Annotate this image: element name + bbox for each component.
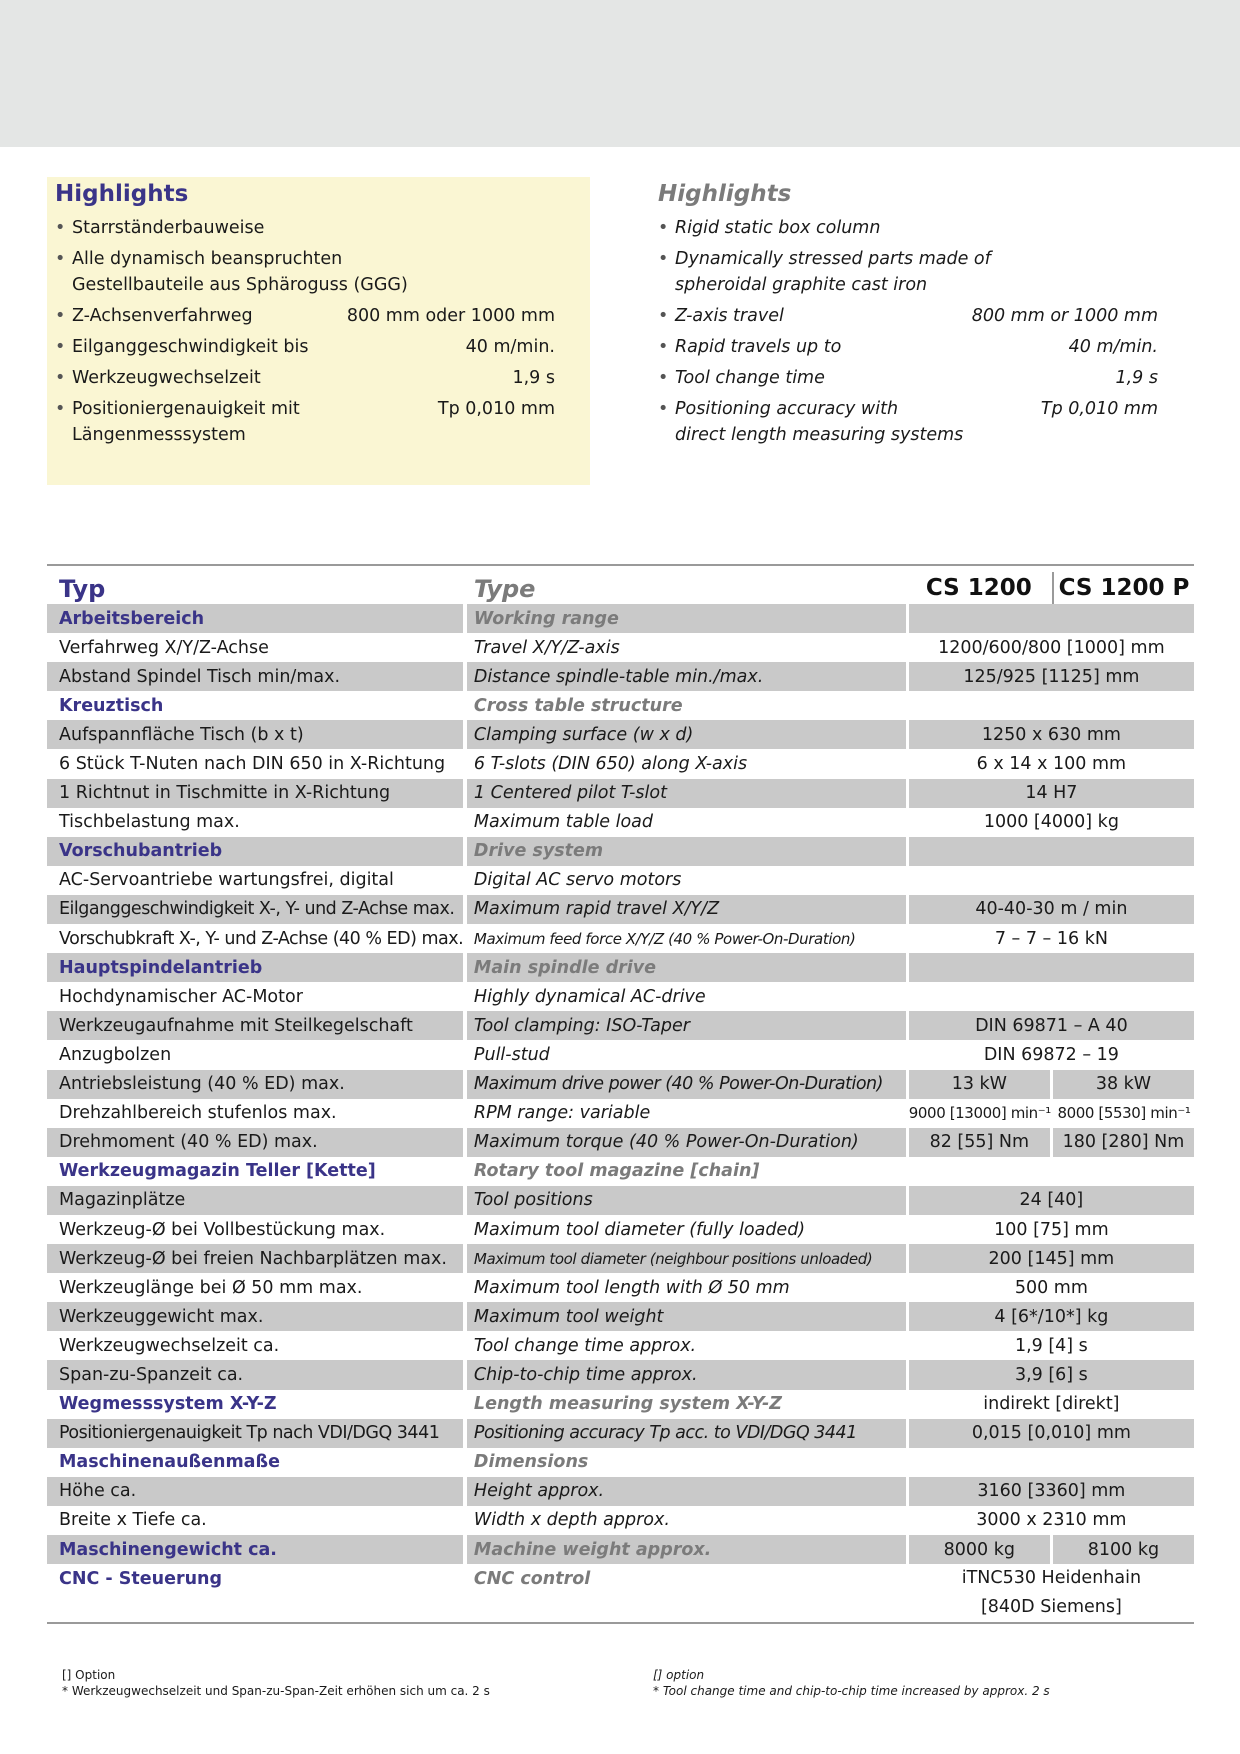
spec-row: [47, 1331, 1194, 1360]
spec-row: [47, 1186, 1194, 1215]
spec-value: 1,9 [4] s: [1014, 1335, 1088, 1356]
highlight-text: Werkzeugwechselzeit: [72, 368, 261, 388]
spec-header-row: [47, 566, 1194, 604]
spec-label-de: Kreuztisch: [59, 695, 164, 716]
spec-value-line2: [840D Siemens]: [980, 1597, 1122, 1618]
highlight-item: [55, 365, 555, 391]
spec-value: 1200/600/800 [1000] mm: [938, 637, 1165, 658]
spec-value-cs1200p: 180 [280] Nm: [1053, 1128, 1194, 1157]
spec-row: [47, 662, 1194, 691]
spec-row: [47, 1244, 1194, 1273]
spec-value-cs1200p: 8000 [5530] min⁻¹: [1057, 1104, 1191, 1123]
spec-label-en: Positioning accuracy Tp acc. to VDI/DGQ 3441: [467, 1419, 906, 1448]
spec-value: 24 [40]: [909, 1186, 1194, 1215]
spec-label-en: Length measuring system X-Y-Z: [473, 1394, 782, 1415]
spec-section-row: [47, 1157, 1194, 1186]
spec-section-row: [47, 691, 1194, 720]
header-models: [909, 566, 1194, 604]
spec-label-de: Breite x Tiefe ca.: [59, 1510, 207, 1531]
spec-label-de: Hochdynamischer AC-Motor: [59, 986, 303, 1007]
highlights-list-de: [55, 215, 555, 453]
spec-label-en: Height approx.: [467, 1477, 906, 1506]
highlight-text-line2: Längenmesssystem: [72, 425, 246, 445]
spec-label-de: CNC - Steuerung: [59, 1568, 223, 1589]
highlight-value: 800 mm oder 1000 mm: [346, 306, 555, 326]
header-type-en: Type: [473, 575, 536, 603]
spec-value: [909, 691, 1194, 720]
spec-row: [47, 1273, 1194, 1302]
spec-label-en: CNC control: [473, 1568, 591, 1589]
spec-value: 7 – 7 – 16 kN: [994, 928, 1108, 949]
spec-label-en: Maximum drive power (40 % Power-On-Duration): [467, 1070, 906, 1099]
spec-label-en: Maximum rapid travel X/Y/Z: [467, 895, 906, 924]
spec-label-de: Arbeitsbereich: [47, 604, 463, 633]
spec-row: [47, 924, 1194, 953]
spec-table: [47, 564, 1194, 1624]
bullet-icon: •: [55, 218, 66, 238]
spec-value: 100 [75] mm: [994, 1219, 1109, 1240]
bullet-icon: •: [55, 337, 66, 357]
highlights-list-en: [658, 215, 1158, 453]
spec-value-cs1200: 8000 kg: [909, 1535, 1050, 1564]
spec-label-en: Main spindle drive: [467, 953, 906, 982]
spec-value: [909, 837, 1194, 866]
highlight-item: [55, 215, 555, 241]
spec-value: 0,015 [0,010] mm: [909, 1419, 1194, 1448]
spec-value: DIN 69872 – 19: [983, 1044, 1119, 1065]
spec-value: [909, 1448, 1194, 1477]
highlights-title-en: Highlights: [658, 181, 792, 207]
top-band: [0, 0, 1240, 147]
spec-row: [47, 808, 1194, 837]
spec-values: [909, 1099, 1194, 1128]
highlight-item: [658, 215, 1158, 241]
highlights-title-de: Highlights: [55, 181, 189, 207]
spec-section-row: [47, 1448, 1194, 1477]
bullet-icon: •: [658, 249, 669, 269]
spec-values: [909, 1535, 1194, 1564]
spec-row: [47, 1011, 1194, 1040]
spec-label-de: Werkzeugmagazin Teller [Kette]: [59, 1161, 376, 1182]
spec-label-en: Maximum tool weight: [467, 1302, 906, 1331]
spec-label-de: Aufspannfläche Tisch (b x t): [47, 720, 463, 749]
footnote-de-option: [] Option: [62, 1668, 116, 1682]
spec-value: 14 H7: [909, 779, 1194, 808]
highlight-text: Eilganggeschwindigkeit bis: [72, 337, 309, 357]
spec-label-de: Maschinengewicht ca.: [47, 1535, 463, 1564]
spec-label-de: Vorschubantrieb: [47, 837, 463, 866]
spec-label-de: Werkzeugaufnahme mit Steilkegelschaft: [47, 1011, 463, 1040]
spec-label-de: Verfahrweg X/Y/Z-Achse: [59, 637, 269, 658]
spec-row: [47, 982, 1194, 1011]
spec-label-de: Drehzahlbereich stufenlos max.: [59, 1103, 337, 1124]
spec-section-row: [47, 837, 1194, 866]
spec-label-en: Distance spindle-table min./max.: [467, 662, 906, 691]
spec-label-de: 1 Richtnut in Tischmitte in X-Richtung: [47, 779, 463, 808]
highlight-text: Positioning accuracy with: [675, 399, 899, 419]
spec-label-de: Werkzeug-Ø bei Vollbestückung max.: [59, 1219, 386, 1240]
spec-value: 1250 x 630 mm: [909, 720, 1194, 749]
highlight-text: Alle dynamisch beanspruchten: [72, 249, 343, 269]
spec-label-en: Rotary tool magazine [chain]: [473, 1161, 760, 1182]
spec-value: 3160 [3360] mm: [909, 1477, 1194, 1506]
spec-label-de: Abstand Spindel Tisch min/max.: [47, 662, 463, 691]
spec-label-en: Machine weight approx.: [467, 1535, 906, 1564]
spec-label-de: Vorschubkraft X-, Y- und Z-Achse (40 % ED) max.: [59, 928, 463, 949]
spec-label-en: Tool positions: [467, 1186, 906, 1215]
highlight-value: 800 mm or 1000 mm: [971, 306, 1158, 326]
highlight-item: [55, 303, 555, 329]
spec-value: DIN 69871 – A 40: [909, 1011, 1194, 1040]
header-model-cs1200p: CS 1200 P: [1052, 572, 1194, 604]
spec-value: [909, 1157, 1194, 1186]
spec-label-de: Span-zu-Spanzeit ca.: [47, 1360, 463, 1389]
spec-value-cs1200: 82 [55] Nm: [909, 1128, 1050, 1157]
spec-label-en: Cross table structure: [473, 695, 683, 716]
spec-value: 200 [145] mm: [909, 1244, 1194, 1273]
highlights-panel-de: [47, 177, 590, 485]
spec-row: [47, 1360, 1194, 1389]
spec-section-row: [47, 1535, 1194, 1564]
spec-label-en: Maximum tool diameter (fully loaded): [473, 1219, 806, 1240]
bullet-icon: •: [658, 218, 669, 238]
spec-row: [47, 1099, 1194, 1128]
spec-label-en: 6 T-slots (DIN 650) along X-axis: [473, 754, 748, 775]
spec-row: [47, 749, 1194, 778]
bullet-icon: •: [55, 249, 66, 269]
spec-row: [47, 720, 1194, 749]
bullet-icon: •: [658, 399, 669, 419]
spec-label-de: Hauptspindelantrieb: [47, 953, 463, 982]
spec-row: [47, 895, 1194, 924]
highlight-text-line2: Gestellbauteile aus Sphäroguss (GGG): [72, 275, 408, 295]
spec-value: 6 x 14 x 100 mm: [976, 754, 1127, 775]
highlight-item: [55, 396, 555, 448]
highlight-item: [658, 334, 1158, 360]
footnote-de-star: * Werkzeugwechselzeit und Span-zu-Span-Zeit erhöhen sich um ca. 2 s: [62, 1684, 490, 1698]
highlight-value: Tp 0,010 mm: [437, 399, 555, 419]
footnote-en-star: * Tool change time and chip-to-chip time increased by approx. 2 s: [653, 1684, 1050, 1698]
spec-row: [47, 1128, 1194, 1157]
spec-section-row: [47, 604, 1194, 633]
highlight-item: [658, 365, 1158, 391]
spec-section-row: [47, 1564, 1194, 1622]
spec-value-line1: iTNC530 Heidenhain: [961, 1568, 1142, 1589]
spec-row: [47, 866, 1194, 895]
spec-label-de: Werkzeug-Ø bei freien Nachbarplätzen max.: [47, 1244, 463, 1273]
spec-label-de: Drehmoment (40 % ED) max.: [47, 1128, 463, 1157]
spec-row: [47, 1506, 1194, 1535]
bullet-icon: •: [55, 368, 66, 388]
spec-section-row: [47, 1390, 1194, 1419]
spec-value: 4 [6*/10*] kg: [909, 1302, 1194, 1331]
spec-label-de: AC-Servoantriebe wartungsfrei, digital: [59, 870, 394, 891]
spec-row: [47, 779, 1194, 808]
highlight-value: Tp 0,010 mm: [1040, 399, 1158, 419]
spec-label-de: Werkzeuglänge bei Ø 50 mm max.: [59, 1277, 363, 1298]
spec-section-row: [47, 953, 1194, 982]
spec-label-en: Pull-stud: [473, 1044, 550, 1065]
spec-label-de: Wegmesssystem X-Y-Z: [59, 1394, 277, 1415]
spec-value: 40-40-30 m / min: [909, 895, 1194, 924]
highlight-value: 40 m/min.: [465, 337, 555, 357]
spec-label-en: RPM range: variable: [473, 1103, 651, 1124]
spec-label-de: Positioniergenauigkeit Tp nach VDI/DGQ 3441: [47, 1419, 463, 1448]
spec-label-en: Digital AC servo motors: [473, 870, 682, 891]
spec-row: [47, 1040, 1194, 1069]
spec-label-en: Clamping surface (w x d): [467, 720, 906, 749]
spec-value-cs1200: 13 kW: [909, 1070, 1050, 1099]
spec-values: [909, 1070, 1194, 1099]
spec-label-en: Tool clamping: ISO-Taper: [467, 1011, 906, 1040]
highlight-value: 40 m/min.: [1068, 337, 1158, 357]
spec-value: 3,9 [6] s: [909, 1360, 1194, 1389]
highlight-text: Starrständerbauweise: [72, 218, 265, 238]
header-type-de: Typ: [59, 575, 106, 603]
highlights-panel-en: [650, 177, 1193, 485]
highlight-item: [658, 396, 1158, 448]
spec-label-de: Tischbelastung max.: [59, 812, 240, 833]
spec-value: [909, 982, 1194, 1011]
bullet-icon: •: [658, 306, 669, 326]
spec-value: 3000 x 2310 mm: [976, 1510, 1127, 1531]
highlight-item: [658, 246, 1158, 298]
spec-label-en: Maximum tool diameter (neighbour positions unloaded): [467, 1244, 906, 1273]
spec-label-en: Travel X/Y/Z-axis: [473, 637, 620, 658]
spec-row: [47, 633, 1194, 662]
footnote-en-option: [] option: [653, 1668, 705, 1682]
spec-label-de: Werkzeuggewicht max.: [47, 1302, 463, 1331]
header-model-cs1200: CS 1200: [925, 575, 1032, 601]
highlight-text: Z-Achsenverfahrweg: [72, 306, 253, 326]
spec-label-en: Maximum tool length with Ø 50 mm: [473, 1277, 790, 1298]
highlight-text: Rapid travels up to: [675, 337, 842, 357]
spec-label-en: Maximum torque (40 % Power-On-Duration): [467, 1128, 906, 1157]
spec-row: [47, 1477, 1194, 1506]
spec-value-cs1200: 9000 [13000] min⁻¹: [908, 1104, 1051, 1123]
spec-row: [47, 1215, 1194, 1244]
highlight-item: [55, 246, 555, 298]
highlight-text-line2: spheroidal graphite cast iron: [675, 275, 928, 295]
spec-row: [47, 1419, 1194, 1448]
spec-label-en: Working range: [467, 604, 906, 633]
spec-label-de: 6 Stück T-Nuten nach DIN 650 in X-Richtung: [59, 754, 446, 775]
spec-label-en: Tool change time approx.: [473, 1335, 697, 1356]
highlight-text: Dynamically stressed parts made of: [675, 249, 991, 269]
spec-value: 1000 [4000] kg: [983, 812, 1119, 833]
highlight-text: Positioniergenauigkeit mit: [72, 399, 300, 419]
highlight-text: Rigid static box column: [675, 218, 881, 238]
bullet-icon: •: [658, 368, 669, 388]
spec-value-cs1200p: 38 kW: [1053, 1070, 1194, 1099]
spec-label-en: Maximum table load: [473, 812, 653, 833]
spec-label-en: Maximum feed force X/Y/Z (40 % Power-On-Duration): [473, 929, 856, 948]
highlight-item: [55, 334, 555, 360]
spec-label-en: Width x depth approx.: [473, 1510, 670, 1531]
highlight-text-line2: direct length measuring systems: [675, 425, 964, 445]
spec-label-de: Werkzeugwechselzeit ca.: [59, 1335, 280, 1356]
spec-value: [909, 1564, 1194, 1622]
bullet-icon: •: [55, 306, 66, 326]
spec-value: 125/925 [1125] mm: [909, 662, 1194, 691]
spec-label-de: Magazinplätze: [47, 1186, 463, 1215]
spec-label-de: Antriebsleistung (40 % ED) max.: [47, 1070, 463, 1099]
spec-label-en: Drive system: [467, 837, 906, 866]
spec-label-en: 1 Centered pilot T-slot: [467, 779, 906, 808]
highlight-value: 1,9 s: [1115, 368, 1158, 388]
highlight-text: Tool change time: [675, 368, 825, 388]
spec-label-en: Highly dynamical AC-drive: [473, 986, 706, 1007]
spec-value: [909, 604, 1194, 633]
spec-row: [47, 1070, 1194, 1099]
bullet-icon: •: [658, 337, 669, 357]
highlight-text: Z-axis travel: [675, 306, 784, 326]
spec-value-cs1200p: 8100 kg: [1053, 1535, 1194, 1564]
spec-label-de: Maschinenaußenmaße: [59, 1452, 280, 1473]
spec-value: 500 mm: [1014, 1277, 1088, 1298]
bullet-icon: •: [55, 399, 66, 419]
spec-row: [47, 1302, 1194, 1331]
spec-value: [909, 866, 1194, 895]
highlight-item: [658, 303, 1158, 329]
highlight-value: 1,9 s: [512, 368, 555, 388]
spec-label-de: Eilganggeschwindigkeit X-, Y- und Z-Achse max.: [47, 895, 463, 924]
spec-values: [909, 1128, 1194, 1157]
footnotes-de: [62, 1667, 490, 1699]
spec-value: [909, 953, 1194, 982]
footnotes-en: [653, 1667, 1050, 1699]
spec-label-en: Chip-to-chip time approx.: [467, 1360, 906, 1389]
spec-label-de: Anzugbolzen: [59, 1044, 172, 1065]
spec-label-de: Höhe ca.: [47, 1477, 463, 1506]
spec-label-en: Dimensions: [473, 1452, 589, 1473]
spec-value: indirekt [direkt]: [983, 1394, 1120, 1415]
